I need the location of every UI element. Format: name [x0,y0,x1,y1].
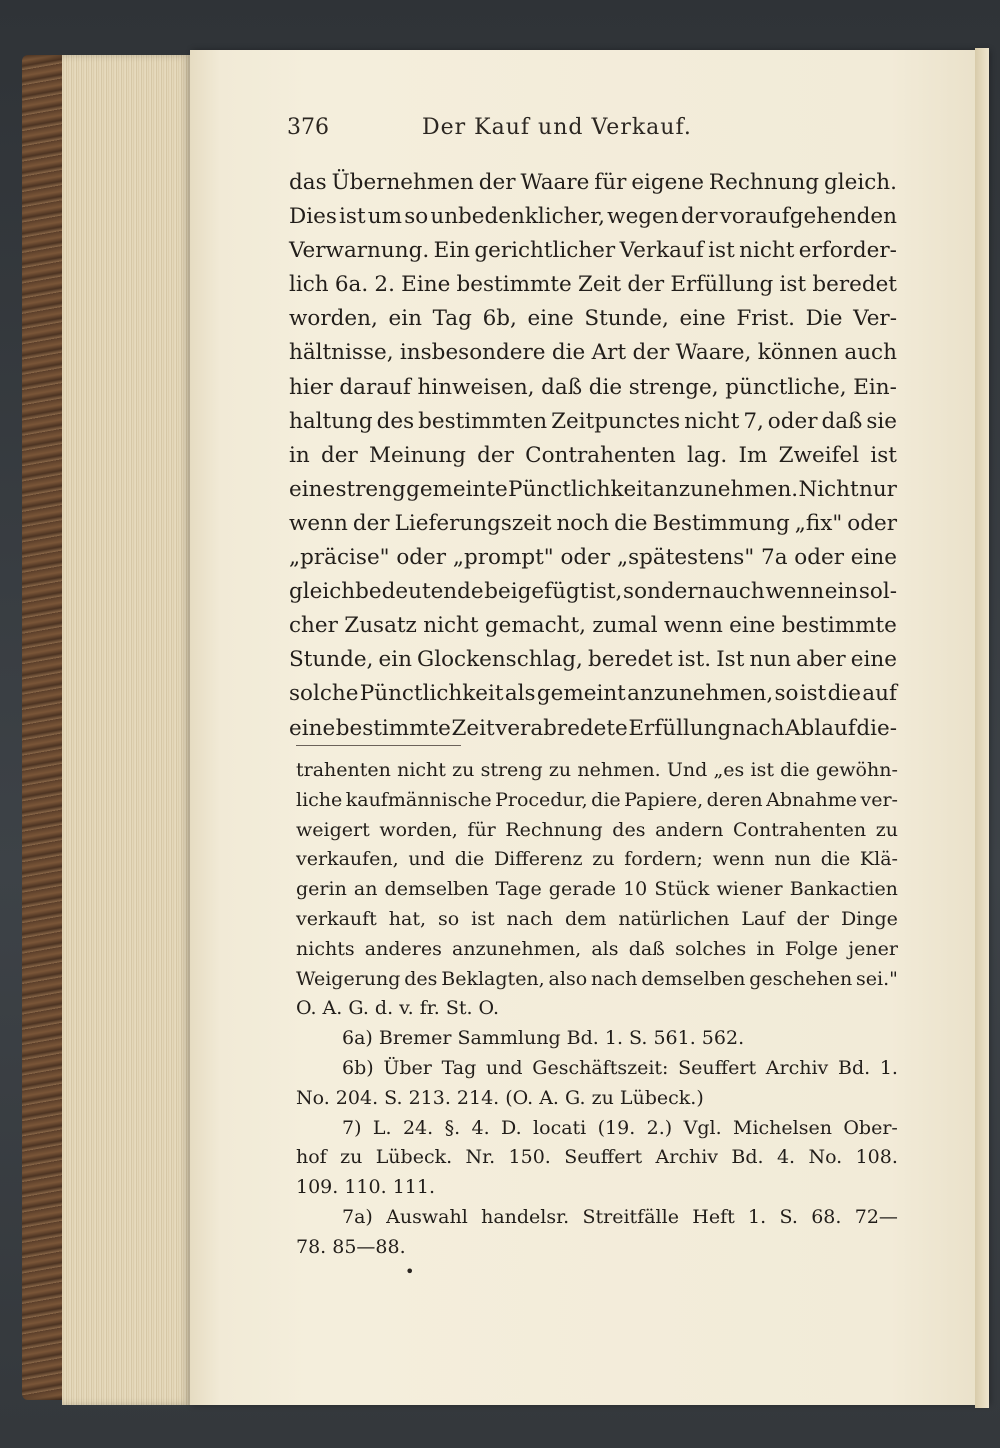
footnote-line [296,1143,898,1173]
footnote-line: 78. 85—88. [296,1235,406,1258]
word: Stück [654,878,710,901]
word: Im [738,442,768,468]
word: auch [712,579,765,605]
word: bestimmten [418,408,548,434]
word: solches [675,937,747,960]
word: bestimmte [781,613,897,639]
word: Pünctlichkeit [359,681,504,707]
word: zu [592,848,615,871]
word: handelsr. [481,1205,570,1228]
word: „es [713,759,745,781]
word: die [591,788,621,811]
word: ein [388,306,422,332]
word: ein [824,579,859,605]
word: oder [767,408,818,434]
word: jener [848,937,898,960]
word: hältnisse, [289,340,394,366]
word: Lübeck. [375,1146,453,1169]
text-line [289,712,897,746]
text-line [289,234,897,268]
word: kaufmännische [345,788,492,811]
word: verabredete [495,715,628,741]
word: Archiv [655,1146,719,1169]
word: wenn [712,848,765,871]
word: eine [729,613,776,639]
word: Nr. [465,1146,496,1169]
word: Verwarnung. [289,238,430,264]
word: beigefügt [484,579,589,605]
text-line [289,609,897,643]
word: sei." [856,967,898,990]
word: gemeinte [406,476,508,502]
word: sol- [858,579,897,605]
word: „prompt" [452,545,554,571]
word: beredet [812,272,897,298]
word: „präcise" [289,545,390,571]
page-right-edge [975,48,989,1408]
word: cher [289,613,338,639]
footnote-line [296,1054,898,1084]
word: der [320,442,358,468]
word: eine [850,545,897,571]
word: oder [396,545,447,571]
word: Über [383,1056,432,1079]
word: Auswahl [386,1205,468,1228]
word: die [827,681,861,707]
word: 68. [811,1205,842,1228]
word: daß [541,374,583,400]
text-line [289,166,897,200]
word: in [756,937,775,960]
word: Nicht [798,476,859,502]
word: nicht [423,613,479,639]
word: Die [805,306,843,332]
word: hof [296,1146,327,1169]
text-line [289,200,897,234]
word: Seuffert [564,1146,643,1169]
word: nun [749,647,791,673]
word: die [780,759,810,781]
word: Streitfälle [582,1205,679,1228]
word: des [376,408,415,434]
main-text-block [289,166,897,746]
word: D. [501,1116,522,1139]
word: Pünctlichkeit [508,476,652,502]
word: anzunehmen, [452,937,582,960]
word: Rechnung [708,170,820,195]
word: „spätestens" [616,545,755,571]
word: 7a) [342,1205,373,1228]
word: 7) [342,1116,362,1139]
word: Contrahenten [525,442,676,468]
word: Differenz [493,848,583,871]
word: zu [548,759,572,781]
word: 6a. [334,272,369,298]
word: des [612,818,646,841]
word: gerichtlicher [474,238,616,264]
word: gewöhn- [815,759,898,781]
word: für [594,170,627,195]
footnote-rule [296,745,461,746]
word: 4. [471,1116,490,1139]
word: Zusatz [344,613,417,639]
word: Contrahenten [732,818,867,841]
word: Ober- [843,1116,898,1139]
word: lag. [686,442,728,468]
word: locati [533,1116,587,1139]
word: des [404,967,438,990]
word: andern [655,818,724,841]
word: strenge, [628,374,719,400]
word: der [477,442,514,468]
word: Dies [289,204,337,230]
word: eine [289,715,336,741]
word: S. [779,1205,798,1228]
word: insbesondere [399,340,546,366]
word: Tage [495,878,542,901]
footnotes-block [296,756,898,1263]
text-line [289,575,897,609]
word: nicht [397,759,446,781]
word: bestimmte [456,272,572,298]
word: Erfüllung [670,272,774,298]
word: Erfüllung [628,715,732,741]
text-line [296,786,898,816]
word: gemeint [536,681,626,707]
word: wegen [607,204,679,230]
word: liche [296,788,343,811]
word: unbedenklicher, [430,204,605,230]
word: eine [679,306,726,332]
text-line [296,816,898,846]
word: oder [794,545,845,571]
word: 1. [748,1205,767,1228]
word: wiener [716,878,783,901]
word: hier [289,374,333,400]
text-line [289,302,897,336]
word: Ein- [853,374,897,400]
word: Stunde, [289,647,374,673]
word: §. [444,1116,461,1139]
word: an [353,878,378,901]
word: Frist. [736,306,795,332]
word: der [796,907,829,930]
word: worden, [379,818,458,841]
word: 24. [402,1116,434,1139]
word: Dinge [840,907,898,930]
word: deren [706,788,763,811]
word: nach [731,715,785,741]
word: darauf [339,374,411,400]
word: nicht [739,238,795,264]
word: Übernehmen [331,170,474,195]
word: Tag [432,306,472,332]
word: L. [372,1116,392,1139]
footnote-line: 109. 110. 111. [296,1176,435,1199]
word: beredet [587,647,673,673]
word: nicht [684,408,740,434]
word: Klä- [859,848,898,871]
word: „fix" [794,510,843,536]
word: Ein [433,238,470,264]
word: Papiere, [624,788,704,811]
word: 150. [508,1146,551,1169]
word: und [408,848,446,871]
word: fordern; [624,848,703,871]
word: 108. [855,1146,898,1169]
word: nur [858,476,897,502]
bottom-mark: • [405,1262,415,1281]
word: Bd. [837,1056,871,1079]
word: Heft [692,1205,735,1228]
text-line [289,541,897,575]
word: Zeitpunctes [551,408,681,434]
word: Zeit [577,272,622,298]
word: der [627,272,665,298]
word: Beklagten, [441,967,545,990]
word: eine [527,306,574,332]
word: ist [750,759,774,781]
word: Verkauf [619,238,704,264]
word: daß [628,937,665,960]
word: ist [471,907,495,930]
word: nehmen. [577,759,661,781]
word: ist [870,442,897,468]
word: Michelsen [733,1116,832,1139]
word: eine [850,647,897,673]
text-line [289,473,897,507]
word: natürlichen [618,907,730,930]
word: zumal [592,613,658,639]
word: 4. [776,1146,796,1169]
page-stack [62,55,192,1405]
word: die [454,848,485,871]
word: Ablauf [784,715,856,741]
word: verkauft [296,907,377,930]
text-line [289,677,897,711]
word: oder [560,545,611,571]
word: die [588,374,623,400]
word: ist [779,272,807,298]
word: ein [378,647,412,673]
word: Waare [520,170,590,195]
word: der [352,510,390,536]
word: Archiv [765,1056,829,1079]
word: ver- [860,788,898,811]
word: können [757,340,838,366]
word: streng [335,476,406,502]
word: aber [796,647,846,673]
word: bestimmte [335,715,451,741]
word: Abnahme [766,788,858,811]
word: pünctliche, [725,374,847,400]
word: 10 [623,878,648,901]
word: wenn [765,579,825,605]
word: anzunehmen, [627,681,774,707]
word: und [485,1056,523,1079]
word: weigert [296,818,370,841]
word: gemacht, [484,613,586,639]
word: 7a [761,545,788,571]
word: nach [506,907,553,930]
page-header [287,115,717,151]
word: nichts [296,937,355,960]
text-line [289,439,897,473]
word: wenn [663,613,723,639]
word: so [774,681,799,707]
text-line [296,965,898,995]
word: zu [340,1146,363,1169]
word: Lieferungszeit [394,510,552,536]
word: Tag [441,1056,477,1079]
word: ist [339,204,366,230]
word: Zweifel [778,442,860,468]
word: 6b, [482,306,517,332]
word: (19. [597,1116,636,1139]
word: der [680,204,718,230]
word: das [289,170,327,195]
word: solche [289,681,359,707]
word: zu [452,759,475,781]
word: Stunde, [584,306,669,332]
word: lich [289,272,329,298]
word: Meinung [368,442,466,468]
word: 72— [854,1205,898,1228]
word: so [404,204,429,230]
word: Lauf [741,907,785,930]
word: daß [821,408,863,434]
text-line [289,336,897,370]
word: No. [808,1146,843,1169]
word: die [820,848,851,871]
word: Waare, [675,340,752,366]
word: 2. [374,272,395,298]
running-head: Der Kauf und Verkauf. [422,115,692,140]
footnote-line: 6a) Bremer Sammlung Bd. 1. S. 561. 562. [342,1027,745,1050]
word: demselben [384,878,489,901]
text-line [296,845,898,875]
word: ist [708,238,735,264]
word: noch [556,510,610,536]
word: die [551,340,586,366]
word: demselben [641,967,746,990]
word: erforder- [798,238,897,264]
word: anzunehmen. [652,476,799,502]
text-line [289,643,897,677]
word: Rechnung [505,818,603,841]
word: Ver- [853,306,897,332]
word: die- [856,715,897,741]
word: hat, [388,907,427,930]
word: dem [564,907,607,930]
word: Weigerung [296,967,401,990]
word: die [614,510,648,536]
footnote-line: No. 204. S. 213. 214. (O. A. G. zu Lübeck.) [296,1086,704,1109]
word: wenn [289,510,348,536]
word: so [437,907,460,930]
word: 1. [879,1056,898,1079]
word: anderes [364,937,442,960]
word: Geschäftszeit: [532,1056,669,1079]
word: Eine [401,272,451,298]
word: also [548,967,588,990]
word: hinweisen, [417,374,535,400]
word: 6b) [342,1056,374,1079]
word: haltung [289,408,373,434]
word: streng [480,759,543,781]
page-number: 376 [287,115,329,140]
word: ist, [589,579,623,605]
text-line [296,905,898,935]
word: trahenten [296,759,391,781]
text-line [289,507,897,541]
text-line [296,935,898,965]
word: um [367,204,403,230]
word: gleich. [823,170,897,195]
word: oder [847,510,897,536]
word: verkaufen, [296,848,399,871]
word: Zeit [451,715,495,741]
text-line [296,875,898,905]
word: als [504,681,536,707]
text-line: O. A. G. d. v. fr. St. O. [296,997,500,1020]
word: eine [289,476,336,502]
word: auf [862,681,897,707]
word: sie [866,408,897,434]
footnote-line [296,1114,898,1144]
word: Bestimmung [652,510,790,536]
text-line [296,756,898,786]
word: in [289,442,310,468]
word: Seuffert [678,1056,757,1079]
word: ist [799,681,827,707]
word: Bd. [731,1146,764,1169]
word: nun [774,848,812,871]
word: worden, [289,306,378,332]
word: zu [875,818,898,841]
text-line [289,405,897,439]
word: Bankactien [789,878,898,901]
word: eigene [631,170,704,195]
word: gleichbedeutende [289,579,484,605]
word: als [591,937,619,960]
text-line [289,371,897,405]
word: Vgl. [683,1116,722,1139]
word: 7, [743,408,764,434]
word: sondern [623,579,712,605]
word: Ist [716,647,745,673]
word: gerin [296,878,347,901]
word: nach [590,967,638,990]
word: ist. [677,647,712,673]
word: auch [844,340,897,366]
word: Procedur, [495,788,588,811]
word: der [478,170,516,195]
word: Glockenschlag, [417,647,583,673]
word: der [632,340,670,366]
word: Folge [784,937,839,960]
word: für [467,818,496,841]
word: gerade [548,878,617,901]
word: Und [666,759,708,781]
footnote-line [296,1203,898,1233]
word: voraufgehenden [719,204,897,230]
text-line [289,268,897,302]
word: 2.) [646,1116,673,1139]
word: Art [591,340,627,366]
word: geschehen [749,967,853,990]
